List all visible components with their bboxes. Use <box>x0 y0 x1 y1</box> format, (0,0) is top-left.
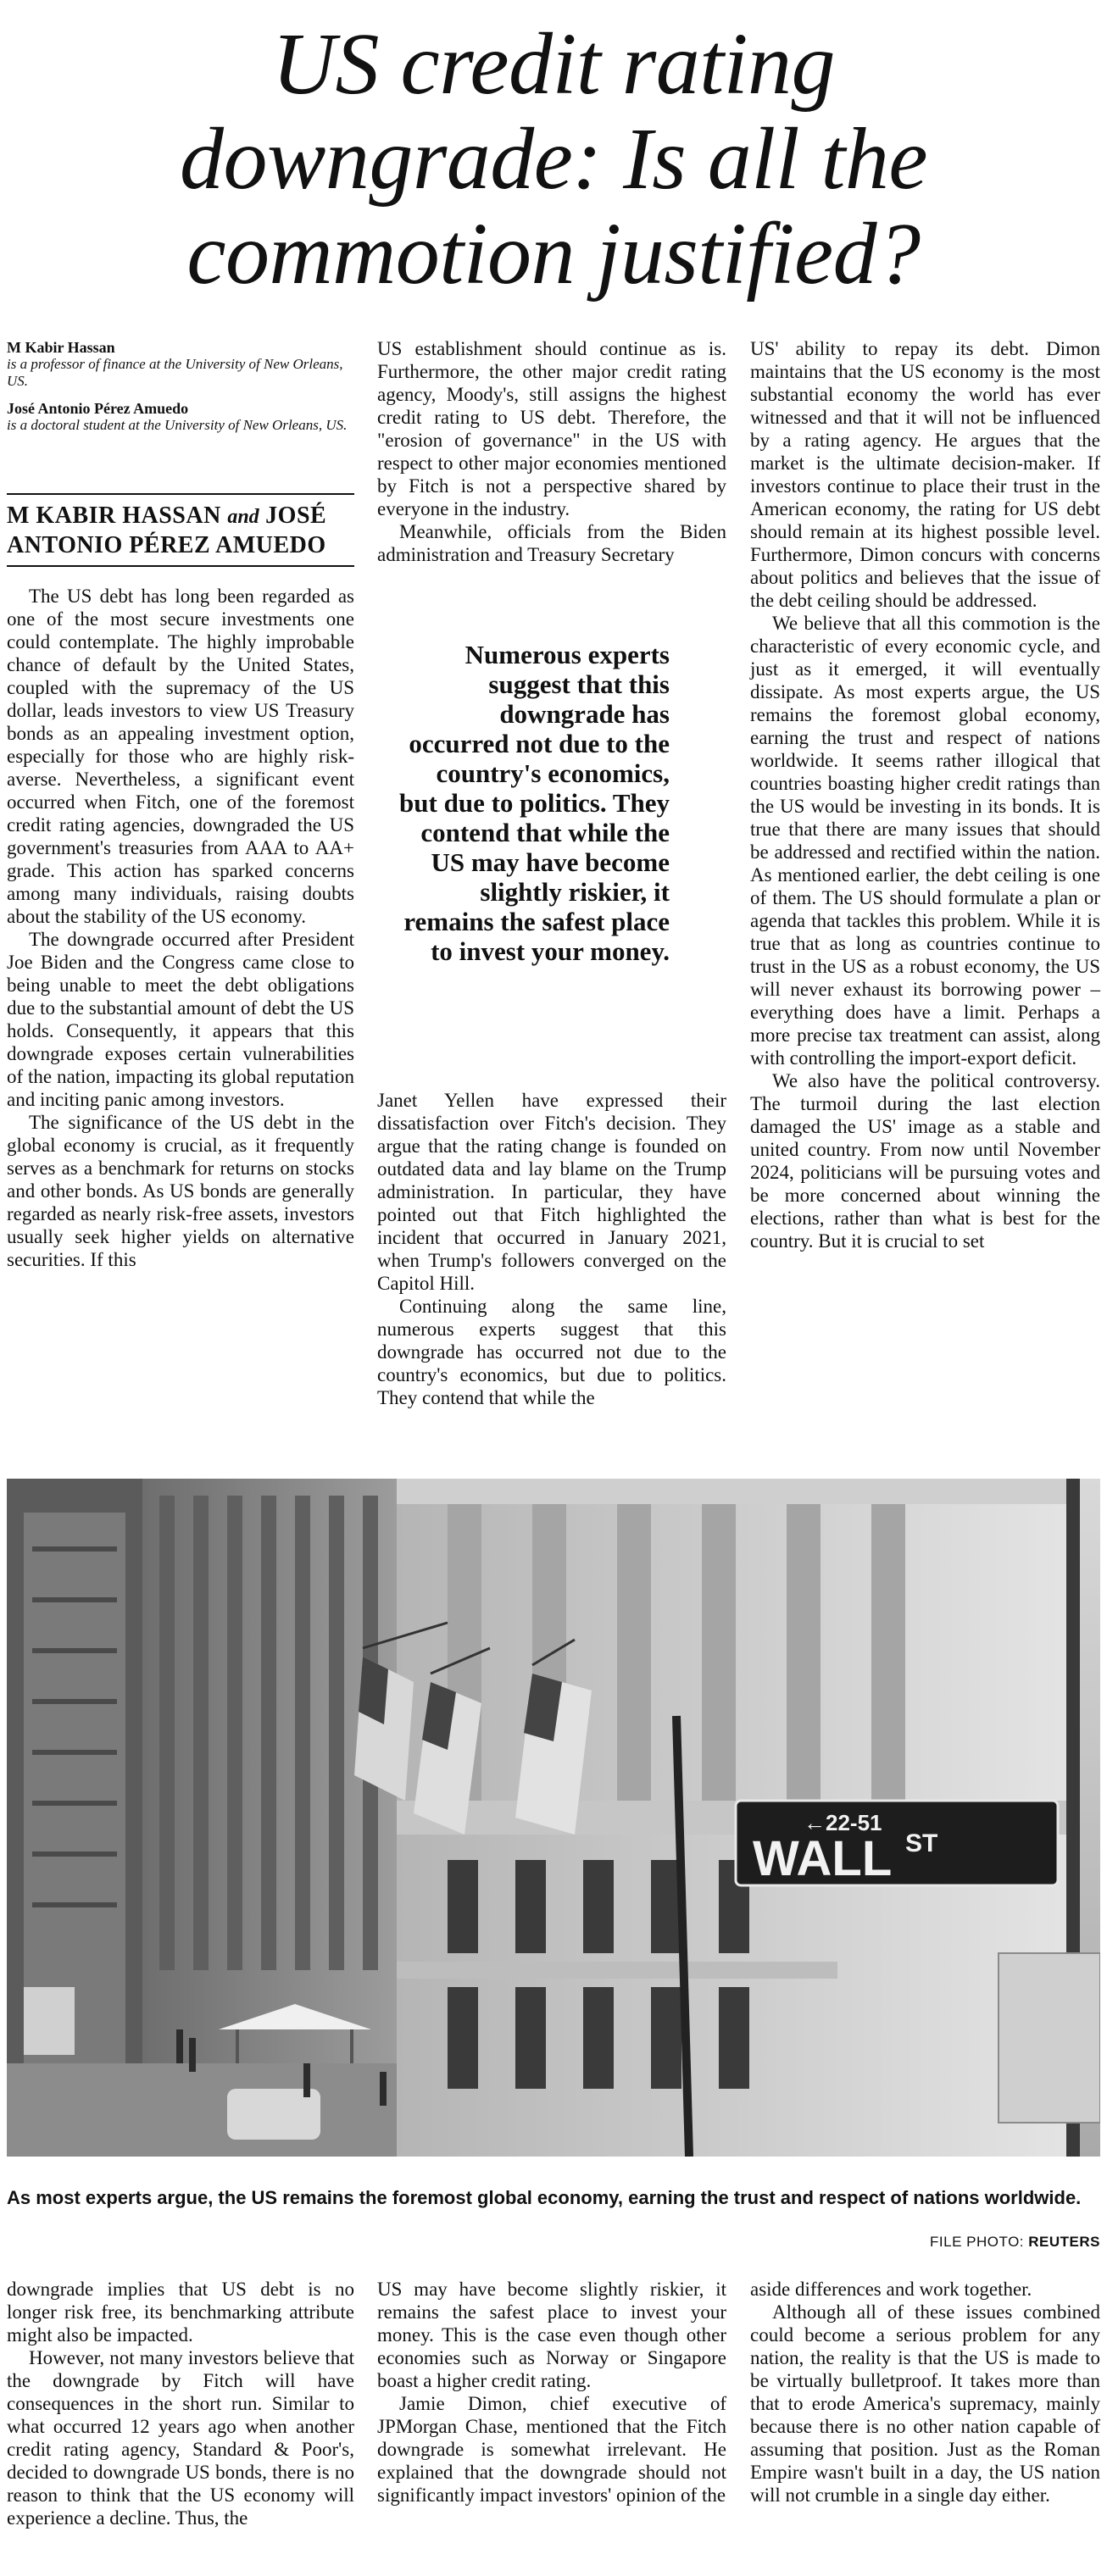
paragraph: US' ability to repay its debt. Dimon maintains that the US economy is the most substantial economy the world has ever witnessed and that it will not be influenced by a rating agency. He argues that the market is the ultimate decision-maker. If investors continue to place their trust in the American economy, the rating for US debt should remain at its highest possible level. Furthermore, Dimon concurs with concerns about politics and believes that the issue of the debt ceiling should be addressed. <box>750 338 1100 611</box>
byline <box>7 502 354 559</box>
article-column-1-lower <box>7 2278 354 2529</box>
author-description: is a professor of finance at the University of New Orleans, US. <box>7 356 343 389</box>
paragraph: Although all of these issues combined could become a serious problem for any nation, the reality is that the US is made to be virtually bulletproof. It takes more than that to erode America's supremacy, mainly because there is no other nation capable of assuming that position. Just as the Roman Empire wasn't built in a day, the US nation will not crumble in a single day either. <box>750 2301 1100 2506</box>
article-column-3-lower <box>750 2278 1100 2507</box>
article-column-2-lower <box>377 2278 726 2507</box>
paragraph: US establishment should continue as is. Furthermore, the other major credit rating agency, Moody's, still assigns the highest credit rating to US debt. Therefore, the "erosion of governance" in the US with respect to other major economies mentioned by Fitch is not a perspective shared by everyone in the industry. <box>377 338 726 519</box>
headline <box>17 17 1090 302</box>
author-bios <box>7 339 354 444</box>
author-name: M Kabir Hassan <box>7 339 115 356</box>
paragraph: The significance of the US debt in the global economy is crucial, as it frequently serves as a benchmark for returns on stocks and other bonds. As US bonds are generally regarded as nearly risk-free assets, investors usually seek higher yields on alternative securities. If this <box>7 1112 354 1270</box>
paragraph: aside differences and work together. <box>750 2279 1032 2300</box>
byline-second-author-a: JOSÉ <box>265 502 327 529</box>
article-column-2-top <box>377 337 726 566</box>
paragraph: We also have the political controversy. The turmoil during the last election damaged the US' image as a stable and united country. From now until November 2024, politicians will be pursuing votes and be more concerned about winning the elections, rather than what is best for the country. But it is crucial to set <box>750 1070 1100 1252</box>
paragraph: The US debt has long been regarded as one of the most secure investments one could contemplate. The highly improbable chance of default by the United States, coupled with the supremacy of the US dollar, leads investors to view US Treasury bonds as an appealing investment option, especially for those who are highly risk-averse. Nevertheless, a significant event occurred when Fitch, one of the foremost credit rating agencies, downgraded the US government's treasuries from AAA to AA+ grade. This action has sparked concerns among many individuals, raising doubts about the stability of the US economy. <box>7 586 354 927</box>
credit-source: REUTERS <box>1028 2234 1100 2250</box>
photo-caption: As most experts argue, the US remains the foremost global economy, earning the trust and respect of nations worldwide. <box>7 2187 1082 2208</box>
wall-street-photo <box>7 1479 1100 2157</box>
paragraph: The downgrade occurred after President Joe Biden and the Congress came close to being unable to meet the debt obligations due to the substantial amount of debt the US holds. Consequently, it appears that this downgrade exposes certain vulnerabilities of the nation, impacting its global reputation and inciting panic among investors. <box>7 929 354 1110</box>
article-column-2-bottom <box>377 1089 726 1409</box>
author-description: is a doctoral student at the University of New Orleans, US. <box>7 417 348 433</box>
photo-credit <box>930 2234 1100 2251</box>
paragraph: Continuing along the same line, numerous experts suggest that this downgrade has occurred not due to the country's economics, but due to politics. They contend that while the <box>377 1296 726 1408</box>
article-column-3 <box>750 337 1100 1252</box>
paragraph: US may have become slightly riskier, it remains the safest place to invest your money. This is the case even though other economies such as Norway or Singapore boast a higher credit rating. <box>377 2279 726 2391</box>
paragraph: Meanwhile, officials from the Biden administration and Treasury Secretary <box>377 521 726 565</box>
headline-line-2: downgrade: Is all the <box>179 110 928 208</box>
byline-top-rule <box>7 493 354 495</box>
paragraph: We believe that all this commotion is the characteristic of every economic cycle, and just as it emerged, it will eventually dissipate. As most experts argue, the US remains the foremost global economy, earning the trust and respect of nations worldwide. It seems rather illogical that countries boasting higher credit ratings than the US would be investing in its bonds. It is true that there are many issues that should be addressed and rectified within the nation. As mentioned earlier, the debt ceiling is one of them. The US should formulate a plan or agenda that tackles this problem. While it is true that as long as countries continue to trust in the US as a robust economy, the US will never exhaust its borrowing power – everything does have a limit. Perhaps a more precise tax treatment can assist, along with controlling the import-export deficit. <box>750 613 1100 1069</box>
credit-label: FILE PHOTO: <box>930 2234 1025 2250</box>
paragraph: Jamie Dimon, chief executive of JPMorgan Chase, mentioned that the Fitch downgrade is somewhat irrelevant. He explained that the downgrade should not significantly impact investors' opinion of the <box>377 2393 726 2506</box>
author-name: José Antonio Pérez Amuedo <box>7 400 189 417</box>
byline-first-author: M KABIR HASSAN <box>7 502 221 529</box>
street-sign-suffix: ST <box>905 1829 938 1857</box>
pull-quote: Numerous experts suggest that this downgrade has occurred not due to the country's economics, but due to politics. They contend that while the US may have become slightly riskier, it remains the safest place to invest your money. <box>399 640 670 966</box>
byline-and: and <box>227 506 259 528</box>
article-column-1 <box>7 585 354 1271</box>
paragraph: However, not many investors believe that the downgrade by Fitch will have consequences in the short run. Similar to what occurred 12 years ago when another credit rating agency, Standard & Poor's, decided to downgrade US bonds, there is no reason to think that the US economy will experience a decline. Thus, the <box>7 2347 354 2529</box>
author-bio <box>7 339 354 390</box>
headline-line-1: US credit rating <box>271 15 836 113</box>
street-sign-number: ←22-51 <box>804 1810 882 1835</box>
byline-second-author-b: ANTONIO PÉREZ AMUEDO <box>7 532 326 558</box>
paragraph: Janet Yellen have expressed their dissatisfaction over Fitch's decision. They argue that the rating change is founded on outdated data and lay blame on the Trump administration. In particular, they have pointed out that Fitch highlighted the incident that occurred in January 2021, when Trump's followers converged on the Capitol Hill. <box>377 1090 726 1294</box>
street-sign-name: WALL <box>753 1831 893 1886</box>
headline-line-3: commotion justified? <box>186 205 921 303</box>
author-bio <box>7 400 354 434</box>
photo-illustration <box>7 1479 1100 2157</box>
paragraph: downgrade implies that US debt is no longer risk free, its benchmarking attribute might also be impacted. <box>7 2279 354 2346</box>
byline-bottom-rule <box>7 565 354 567</box>
